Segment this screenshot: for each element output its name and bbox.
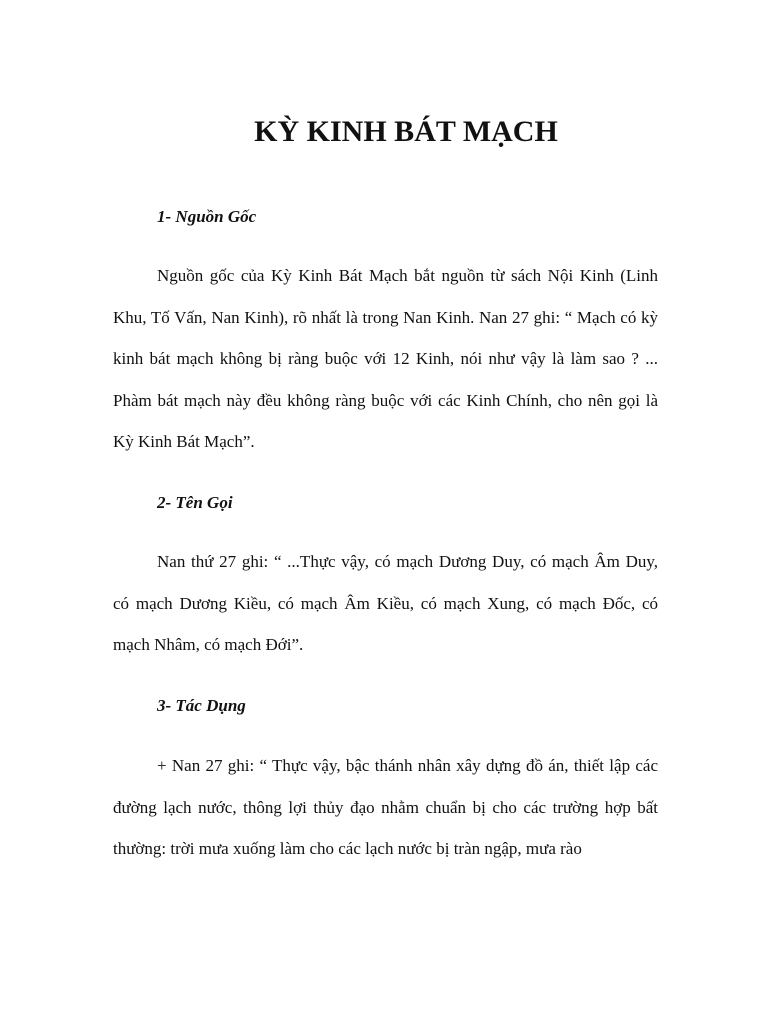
document-title: KỲ KINH BÁT MẠCH bbox=[254, 115, 558, 148]
section-paragraph-origin: Nguồn gốc của Kỳ Kinh Bát Mạch bắt nguồn từ sách Nội Kinh (Linh Khu, Tố Vấn, Nan Kinh), rõ nhất là trong Nan Kinh. Nan 27 ghi: “ Mạch có kỳ kinh bát mạch không bị ràng buộc với 12 Kinh, nói như vậy là làm sao ? ... Phàm bát mạch này đều không ràng buộc với các Kinh Chính, cho nên gọi là Kỳ Kinh Bát Mạch”. bbox=[113, 266, 658, 451]
section-paragraph-function: + Nan 27 ghi: “ Thực vậy, bậc thánh nhân xây dựng đồ án, thiết lập các đường lạch nước, thông lợi thủy đạo nhằm chuẩn bị cho các trường hợp bất thường: trời mưa xuống làm cho các lạch nước bị tràn ngập, mưa rào bbox=[113, 756, 658, 858]
section-heading-function: 3- Tác Dụng bbox=[157, 696, 246, 715]
section-paragraph-names: Nan thứ 27 ghi: “ ...Thực vậy, có mạch Dương Duy, có mạch Âm Duy, có mạch Dương Kiều, có mạch Âm Kiều, có mạch Xung, có mạch Đốc, có mạch Nhâm, có mạch Đới”. bbox=[113, 552, 658, 654]
section-heading-names: 2- Tên Gọi bbox=[157, 493, 233, 512]
section-heading-origin: 1- Nguồn Gốc bbox=[157, 207, 257, 226]
